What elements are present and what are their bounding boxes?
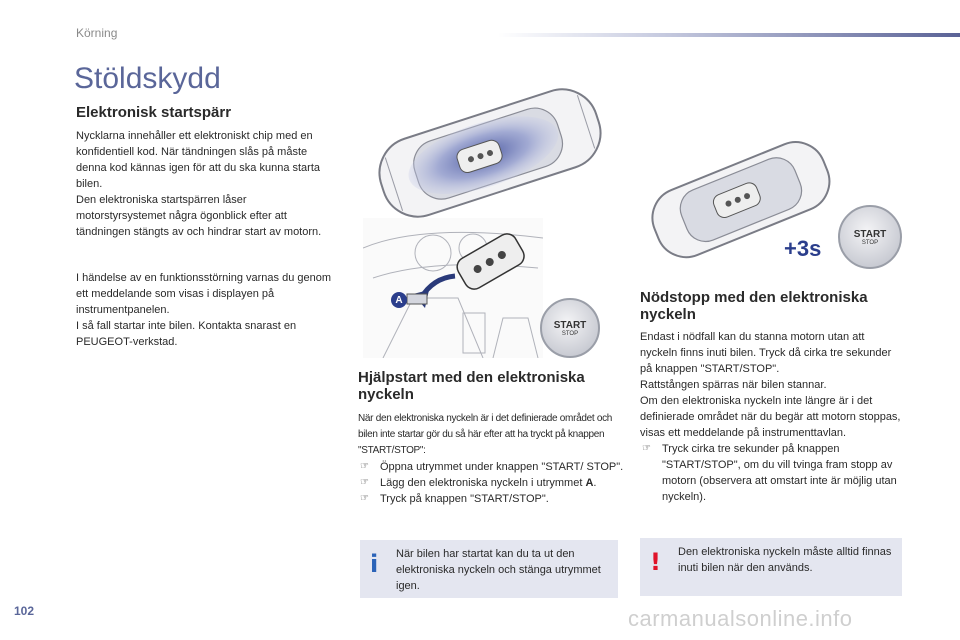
list-item: ☞ Öppna utrymmet under knappen "START/ STOP". xyxy=(360,461,624,473)
start-label: START xyxy=(553,319,587,331)
hold-time-label: +3s xyxy=(784,236,822,261)
warning-note xyxy=(640,538,902,596)
start-label-2: START xyxy=(853,228,887,240)
backup-start-heading: Hjälpstart med den elektroniska nyckeln xyxy=(358,369,585,403)
start-stop-button-figure xyxy=(540,298,600,358)
emergency-stop-steps xyxy=(640,441,904,505)
immobiliser-heading: Elektronisk startspärr xyxy=(76,104,232,121)
stop-label-2: STOP xyxy=(861,239,879,246)
hand-pointer-icon: ☞ xyxy=(360,493,369,504)
hand-pointer-icon: ☞ xyxy=(360,461,369,472)
stop-label: STOP xyxy=(561,330,579,337)
page-title: Stöldskydd xyxy=(74,62,221,95)
section-title: Körning xyxy=(76,26,118,40)
dashboard-key-slot-figure xyxy=(363,218,543,358)
immobiliser-paragraph-4: I så fall startar inte bilen. Kontakta snarast en PEUGEOT-verkstad. xyxy=(76,320,297,348)
info-note-text: När bilen har startat kan du ta ut den elektroniska nyckeln och stänga utrymmet igen. xyxy=(396,548,601,592)
backup-start-section xyxy=(358,369,628,507)
callout-a: A xyxy=(391,292,407,308)
immobiliser-paragraph-1: Nycklarna innehåller ett elektroniskt chip med en konfidentiell kod. När tändningen slås på måste denna kod kännas igen för att du ska kunna starta bilen. xyxy=(76,130,320,190)
info-icon: i xyxy=(370,550,379,578)
list-item: ☞ Lägg den elektroniska nyckeln i utrymmet A. xyxy=(360,477,597,489)
emergency-stop-paragraph-1: Endast i nödfall kan du stanna motorn utan att nyckeln finns inuti bilen. Tryck då cirka tre sekunder på knappen "START/STOP". xyxy=(640,331,892,375)
car-key-figure xyxy=(355,85,625,220)
watermark: carmanualsonline.info xyxy=(628,606,853,631)
emergency-stop-heading: Nödstopp med den elektroniska nyckeln xyxy=(640,289,868,323)
list-item: ☞ Tryck cirka tre sekunder på knappen "START/STOP", om du vill tvinga fram stopp av motorn (observera att omstart inte är möjlig utan nyckeln). xyxy=(642,443,897,503)
start-stop-button-figure-2 xyxy=(838,205,902,269)
page-number: 102 xyxy=(14,604,35,618)
emergency-stop-paragraph-2: Rattstången spärras när bilen stannar. xyxy=(640,379,827,391)
hand-pointer-icon: ☞ xyxy=(642,443,651,454)
emergency-stop-section xyxy=(640,289,904,505)
immobiliser-section xyxy=(76,104,332,350)
emergency-stop-paragraph-3: Om den elektroniska nyckeln inte längre är i det definierade området när du begär att motorn stoppas, visas ett meddelande på instrumenttavlan. xyxy=(640,395,901,439)
backup-start-intro: När den elektroniska nyckeln är i det definierade området och bilen inte startar gör du så här efter att ha tryckt på knappen "START/STOP": xyxy=(358,413,613,456)
backup-start-steps xyxy=(358,459,628,507)
warning-note-text: Den elektroniska nyckeln måste alltid finnas inuti bilen när den används. xyxy=(678,546,892,574)
exclamation-icon: ! xyxy=(650,548,661,576)
hand-pointer-icon: ☞ xyxy=(360,477,369,488)
info-note xyxy=(360,540,618,598)
list-item: ☞ Tryck på knappen "START/STOP". xyxy=(360,493,549,505)
compartment-ref: A xyxy=(585,477,594,489)
header-bar xyxy=(498,33,960,37)
immobiliser-paragraph-2: Den elektroniska startspärren låser motorstyrsystemet några ögonblick efter att tändningen stängts av och hindrar start av motorn. xyxy=(76,194,322,238)
immobiliser-paragraph-3: I händelse av en funktionsstörning varnas du genom ett meddelande som visas i displayen på instrumentpanelen. xyxy=(76,272,331,316)
